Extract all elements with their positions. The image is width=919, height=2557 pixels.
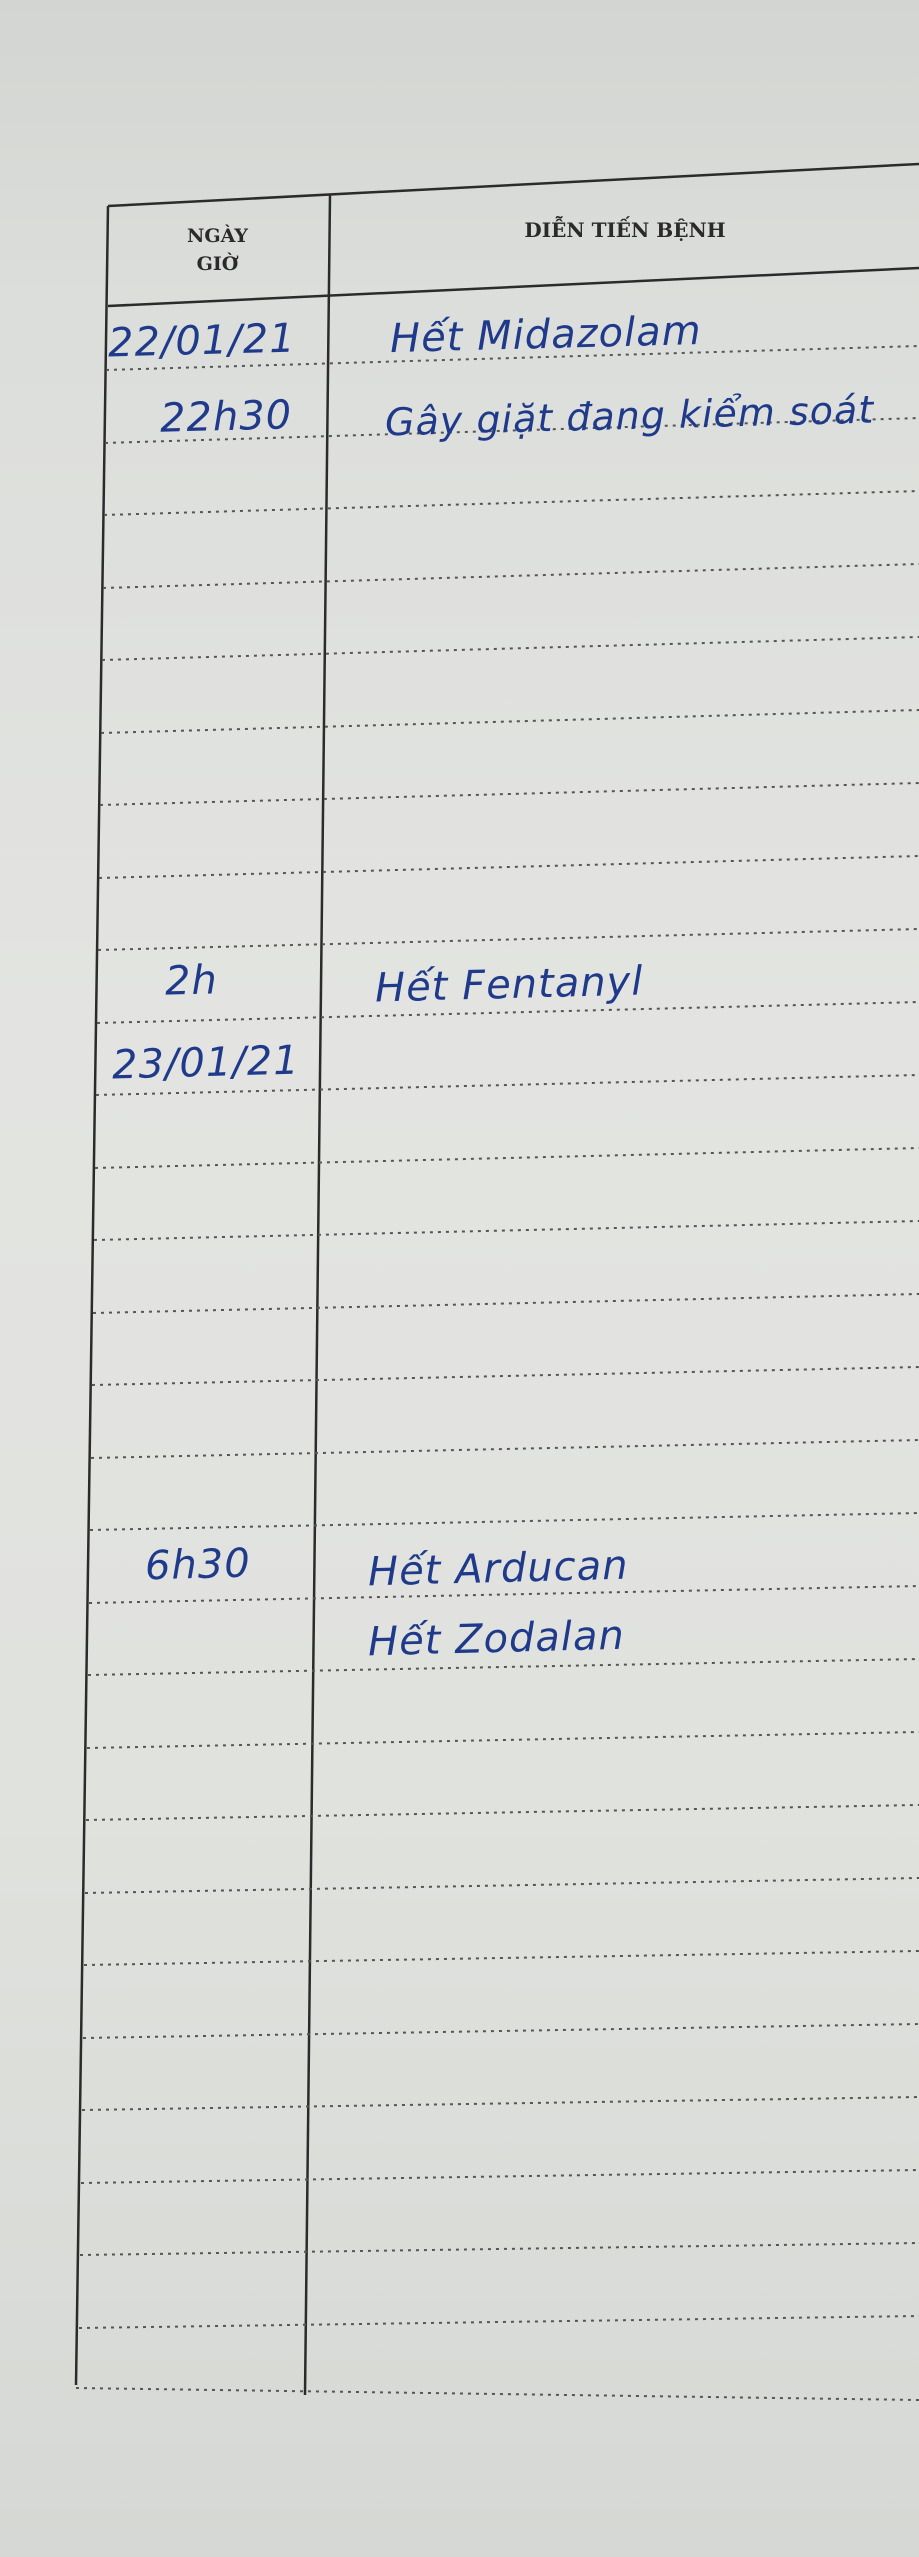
- date-header-label: NGÀY: [187, 225, 248, 247]
- entry-3-time: 6h30: [144, 1540, 252, 1590]
- entry-2-time: 2h: [164, 957, 219, 1005]
- entry-3-note-1: Hết Arducan: [367, 1542, 630, 1596]
- entry-1-note-2: Gây giặt đang kiểm soát: [384, 387, 875, 445]
- entry-3-note-2: Hết Zodalan: [367, 1612, 626, 1666]
- entry-2-date: 23/01/21: [111, 1037, 301, 1089]
- entry-2-note-1: Hết Fentanyl: [374, 958, 644, 1012]
- entry-1-time: 22h30: [159, 392, 293, 442]
- ruled-lines: [76, 346, 919, 2400]
- entry-1-date: 22/01/21: [107, 315, 297, 367]
- table-top-border: [108, 164, 919, 206]
- date-time-header: [110, 222, 325, 278]
- entry-1-note-1: Hết Midazolam: [389, 307, 703, 363]
- table-left-border: [76, 206, 108, 2385]
- column-divider: [305, 195, 330, 2395]
- time-header-label: GIỜ: [196, 253, 239, 275]
- progress-notes-header: DIỄN TIẾN BỆNH: [524, 218, 726, 242]
